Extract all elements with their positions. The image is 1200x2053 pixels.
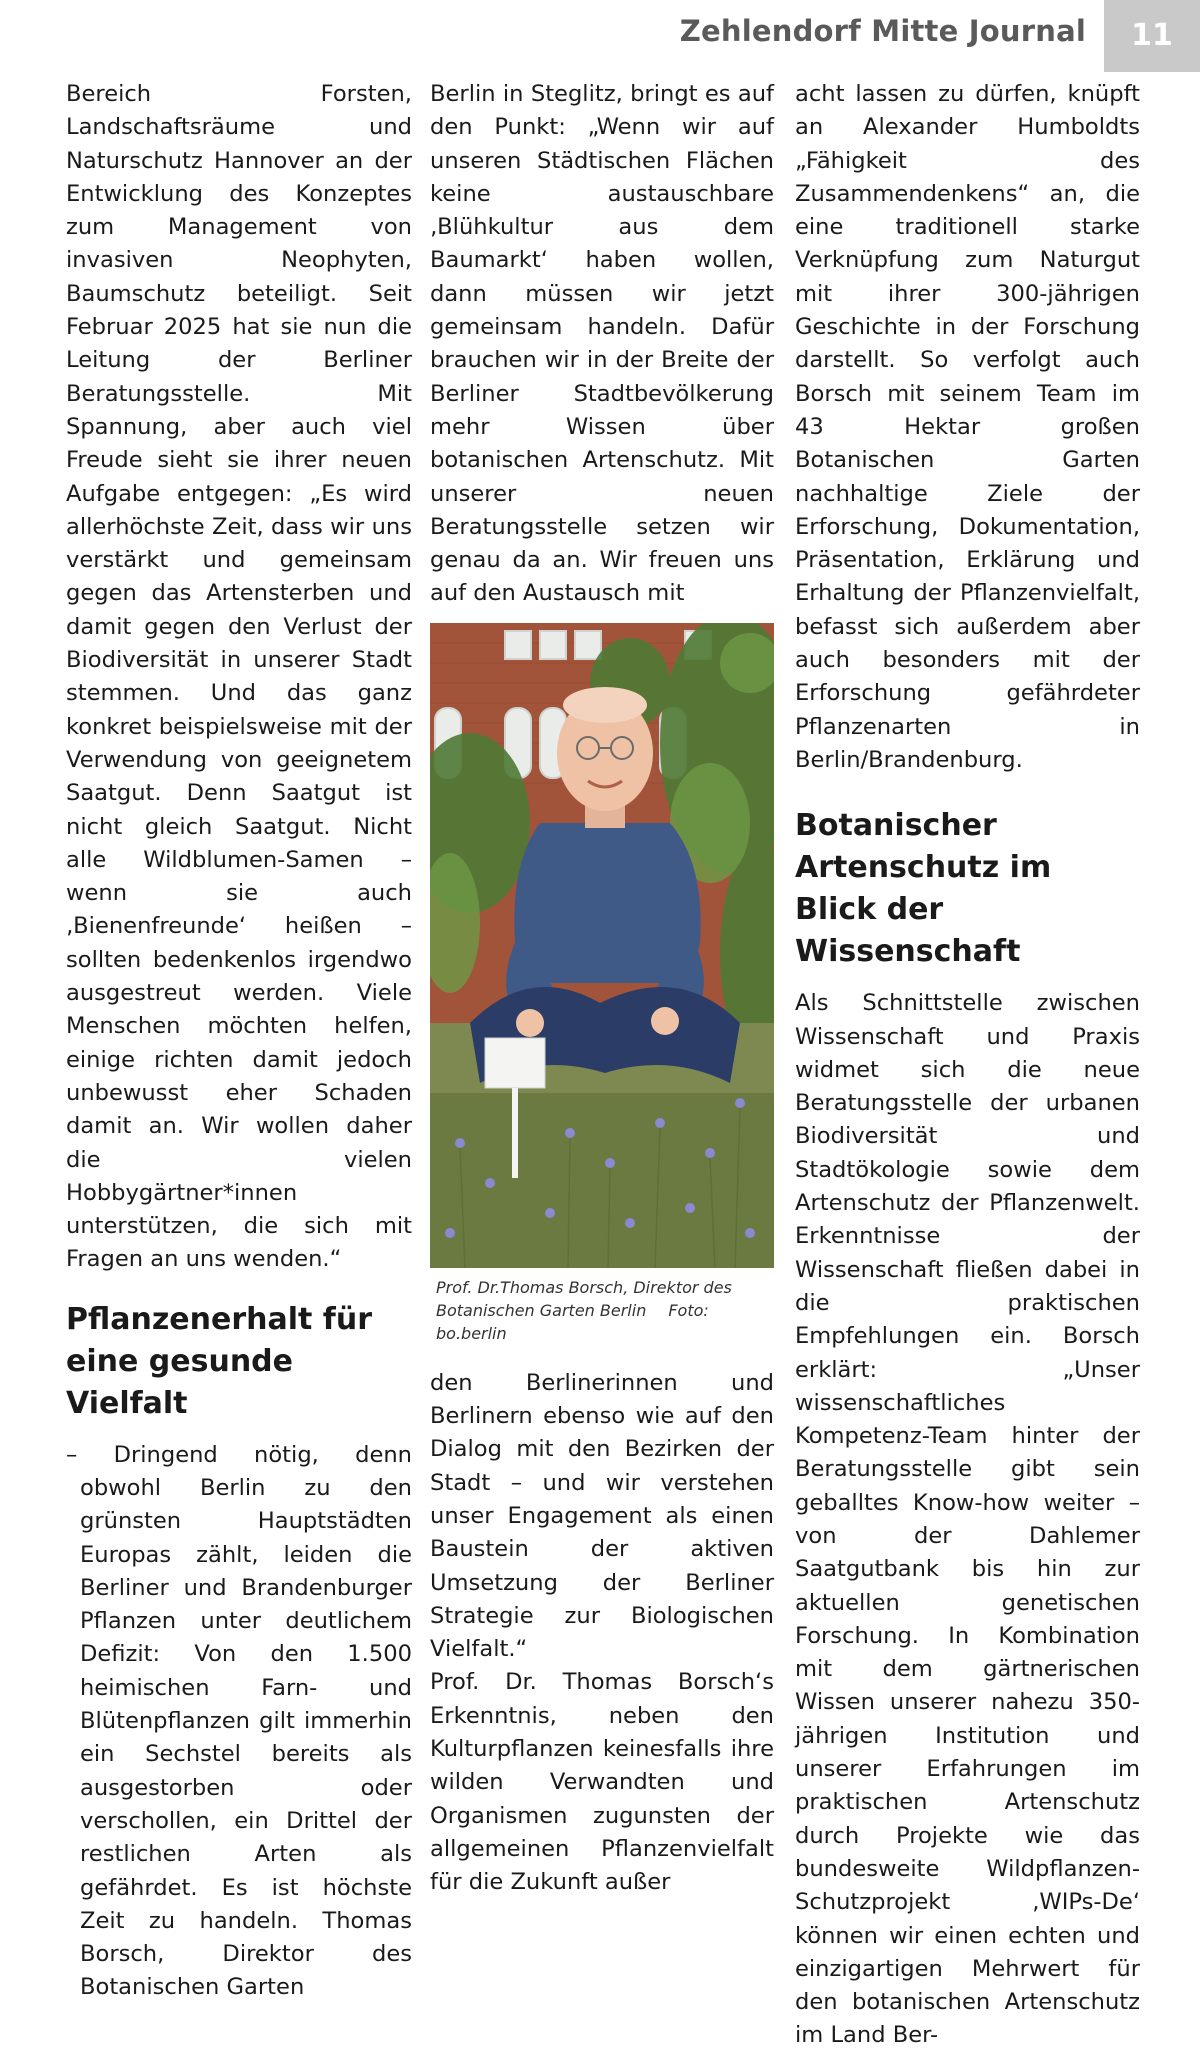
section-heading: Botanischer Artenschutz im Blick der Wissenschaft bbox=[795, 808, 1052, 970]
column-2 bbox=[430, 78, 774, 1900]
article-paragraph: Bereich Forsten, Landschaftsräume und Naturschutz Hannover an der Entwicklung des Konzeptes zum Management von invasiven Neophyten, Baumschutz beteiligt. Seit Februar 2025 hat sie nun die Leitung der Berliner Beratungsstelle. Mit Spannung, aber auch viel Freude sieht sie ihrer neuen Aufgabe entgegen: „Es wird allerhöchste Zeit, dass wir uns verstärkt und gemeinsam gegen das Artensterben und damit gegen den Verlust der Biodiversität in unserer Stadt stemmen. Und das ganz konkret beispielsweise mit der Verwendung von geeignetem Saatgut. Denn Saatgut ist nicht gleich Saatgut. Nicht alle Wildblumen-Samen – wenn sie auch ‚Bienenfreunde‘ heißen – sollten bedenkenlos irgendwo ausgestreut werden. Viele Menschen möchten helfen, einige richten damit jedoch unbewusst eher Schaden damit an. Wir wollen daher die vielen Hobbygärtner*innen unterstützen, die sich mit Fragen an uns wenden.“ bbox=[66, 81, 412, 1273]
photo-caption bbox=[436, 1276, 774, 1345]
article-paragraph: acht lassen zu dürfen, knüpft an Alexander Humboldts „Fähigkeit des Zusammendenkens“ an, die eine traditionell starke Verknüpfung zum Naturgut mit ihrer 300-jährigen Geschichte in der Forschung darstellt. So verfolgt auch Borsch mit seinem Team im 43 Hektar großen Botanischen Garten nachhaltige Ziele der Erforschung, Dokumentation, Präsentation, Erklärung und Erhaltung der Pflanzenvielfalt, befasst sich außerdem aber auch besonders mit der Erforschung gefährdeter Pflanzenarten in Berlin/Brandenburg. bbox=[795, 81, 1140, 773]
photo-illustration bbox=[430, 623, 774, 1268]
article-paragraph: Berlin in Steglitz, bringt es auf den Punkt: „Wenn wir auf unseren Städtischen Flächen keine austauschbare ‚Blühkultur aus dem Baumarkt‘ haben wollen, dann müssen wir jetzt gemeinsam handeln. Dafür brauchen wir in der Breite der Berliner Stadtbevölkerung mehr Wissen über botanischen Artenschutz. Mit unserer neuen Beratungsstelle setzen wir genau da an. Wir freuen uns auf den Austausch mit bbox=[430, 81, 774, 607]
column-1 bbox=[66, 78, 412, 2005]
caption-text: Prof. Dr.Thomas Borsch, Direktor des Botanischen Garten Berlin bbox=[436, 1277, 732, 1320]
portrait-photo bbox=[430, 623, 774, 1268]
article-paragraph: Prof. Dr. Thomas Borsch‘s Erkenntnis, neben den Kulturpflanzen keinesfalls ihre wilden Verwandten und Organismen zugunsten der allgemeinen Pflanzenvielfalt für die Zukunft außer bbox=[430, 1669, 774, 1896]
article-paragraph: – Dringend nötig, denn obwohl Berlin zu den grünsten Hauptstädten Europas zählt, leiden die Berliner und Brandenburger Pflanzen unter deutlichem Defizit: Von den 1.500 heimischen Farn- und Blütenpflanzen gilt immerhin ein Sechstel bereits als ausgestorben oder verschollen, ein Drittel der restlichen Arten als gefährdet. Es ist höchste Zeit zu handeln. Thomas Borsch, Direktor des Botanischen Garten bbox=[66, 1441, 412, 2001]
article-paragraph: den Berlinerinnen und Berlinern ebenso wie auf den Dialog mit den Bezirken der Stadt – und wir verstehen unser Engagement als einen Baustein der aktiven Umsetzung der Berliner Strategie zur Biologischen Vielfalt.“ bbox=[430, 1369, 774, 1663]
journal-title: Zehlendorf Mitte Journal bbox=[679, 14, 1086, 48]
column-3 bbox=[795, 78, 1140, 2053]
article-paragraph: Als Schnittstelle zwischen Wissenschaft und Praxis widmet sich die neue Beratungsstelle der urbanen Biodiversität und Stadtökologie sowie dem Artenschutz der Pflanzenwelt. Erkenntnisse der Wissenschaft fließen dabei in die praktischen Empfehlungen ein. Borsch erklärt: „Unser wissenschaftliches Kompetenz-Team hinter der Beratungsstelle gibt sein geballtes Know-how weiter – von der Dahlemer Saatgutbank bis hin zur aktuellen genetischen Forschung. In Kombination mit dem gärtnerischen Wissen unserer nahezu 350-jährigen Institution und unserer Erfahrungen im praktischen Artenschutz durch Projekte wie das bundesweite Wildpflanzen-Schutzprojekt ‚WIPs-De‘ können wir einen echten und einzigartigen Mehrwert für den botanischen Artenschutz im Land Ber- bbox=[795, 990, 1140, 2049]
section-heading: Pflanzenerhalt für eine gesunde Vielfalt bbox=[66, 1301, 373, 1421]
photo-credit: Foto: bo.berlin bbox=[436, 1300, 709, 1343]
page-number: 11 bbox=[1104, 0, 1200, 72]
page-header bbox=[0, 0, 1200, 72]
